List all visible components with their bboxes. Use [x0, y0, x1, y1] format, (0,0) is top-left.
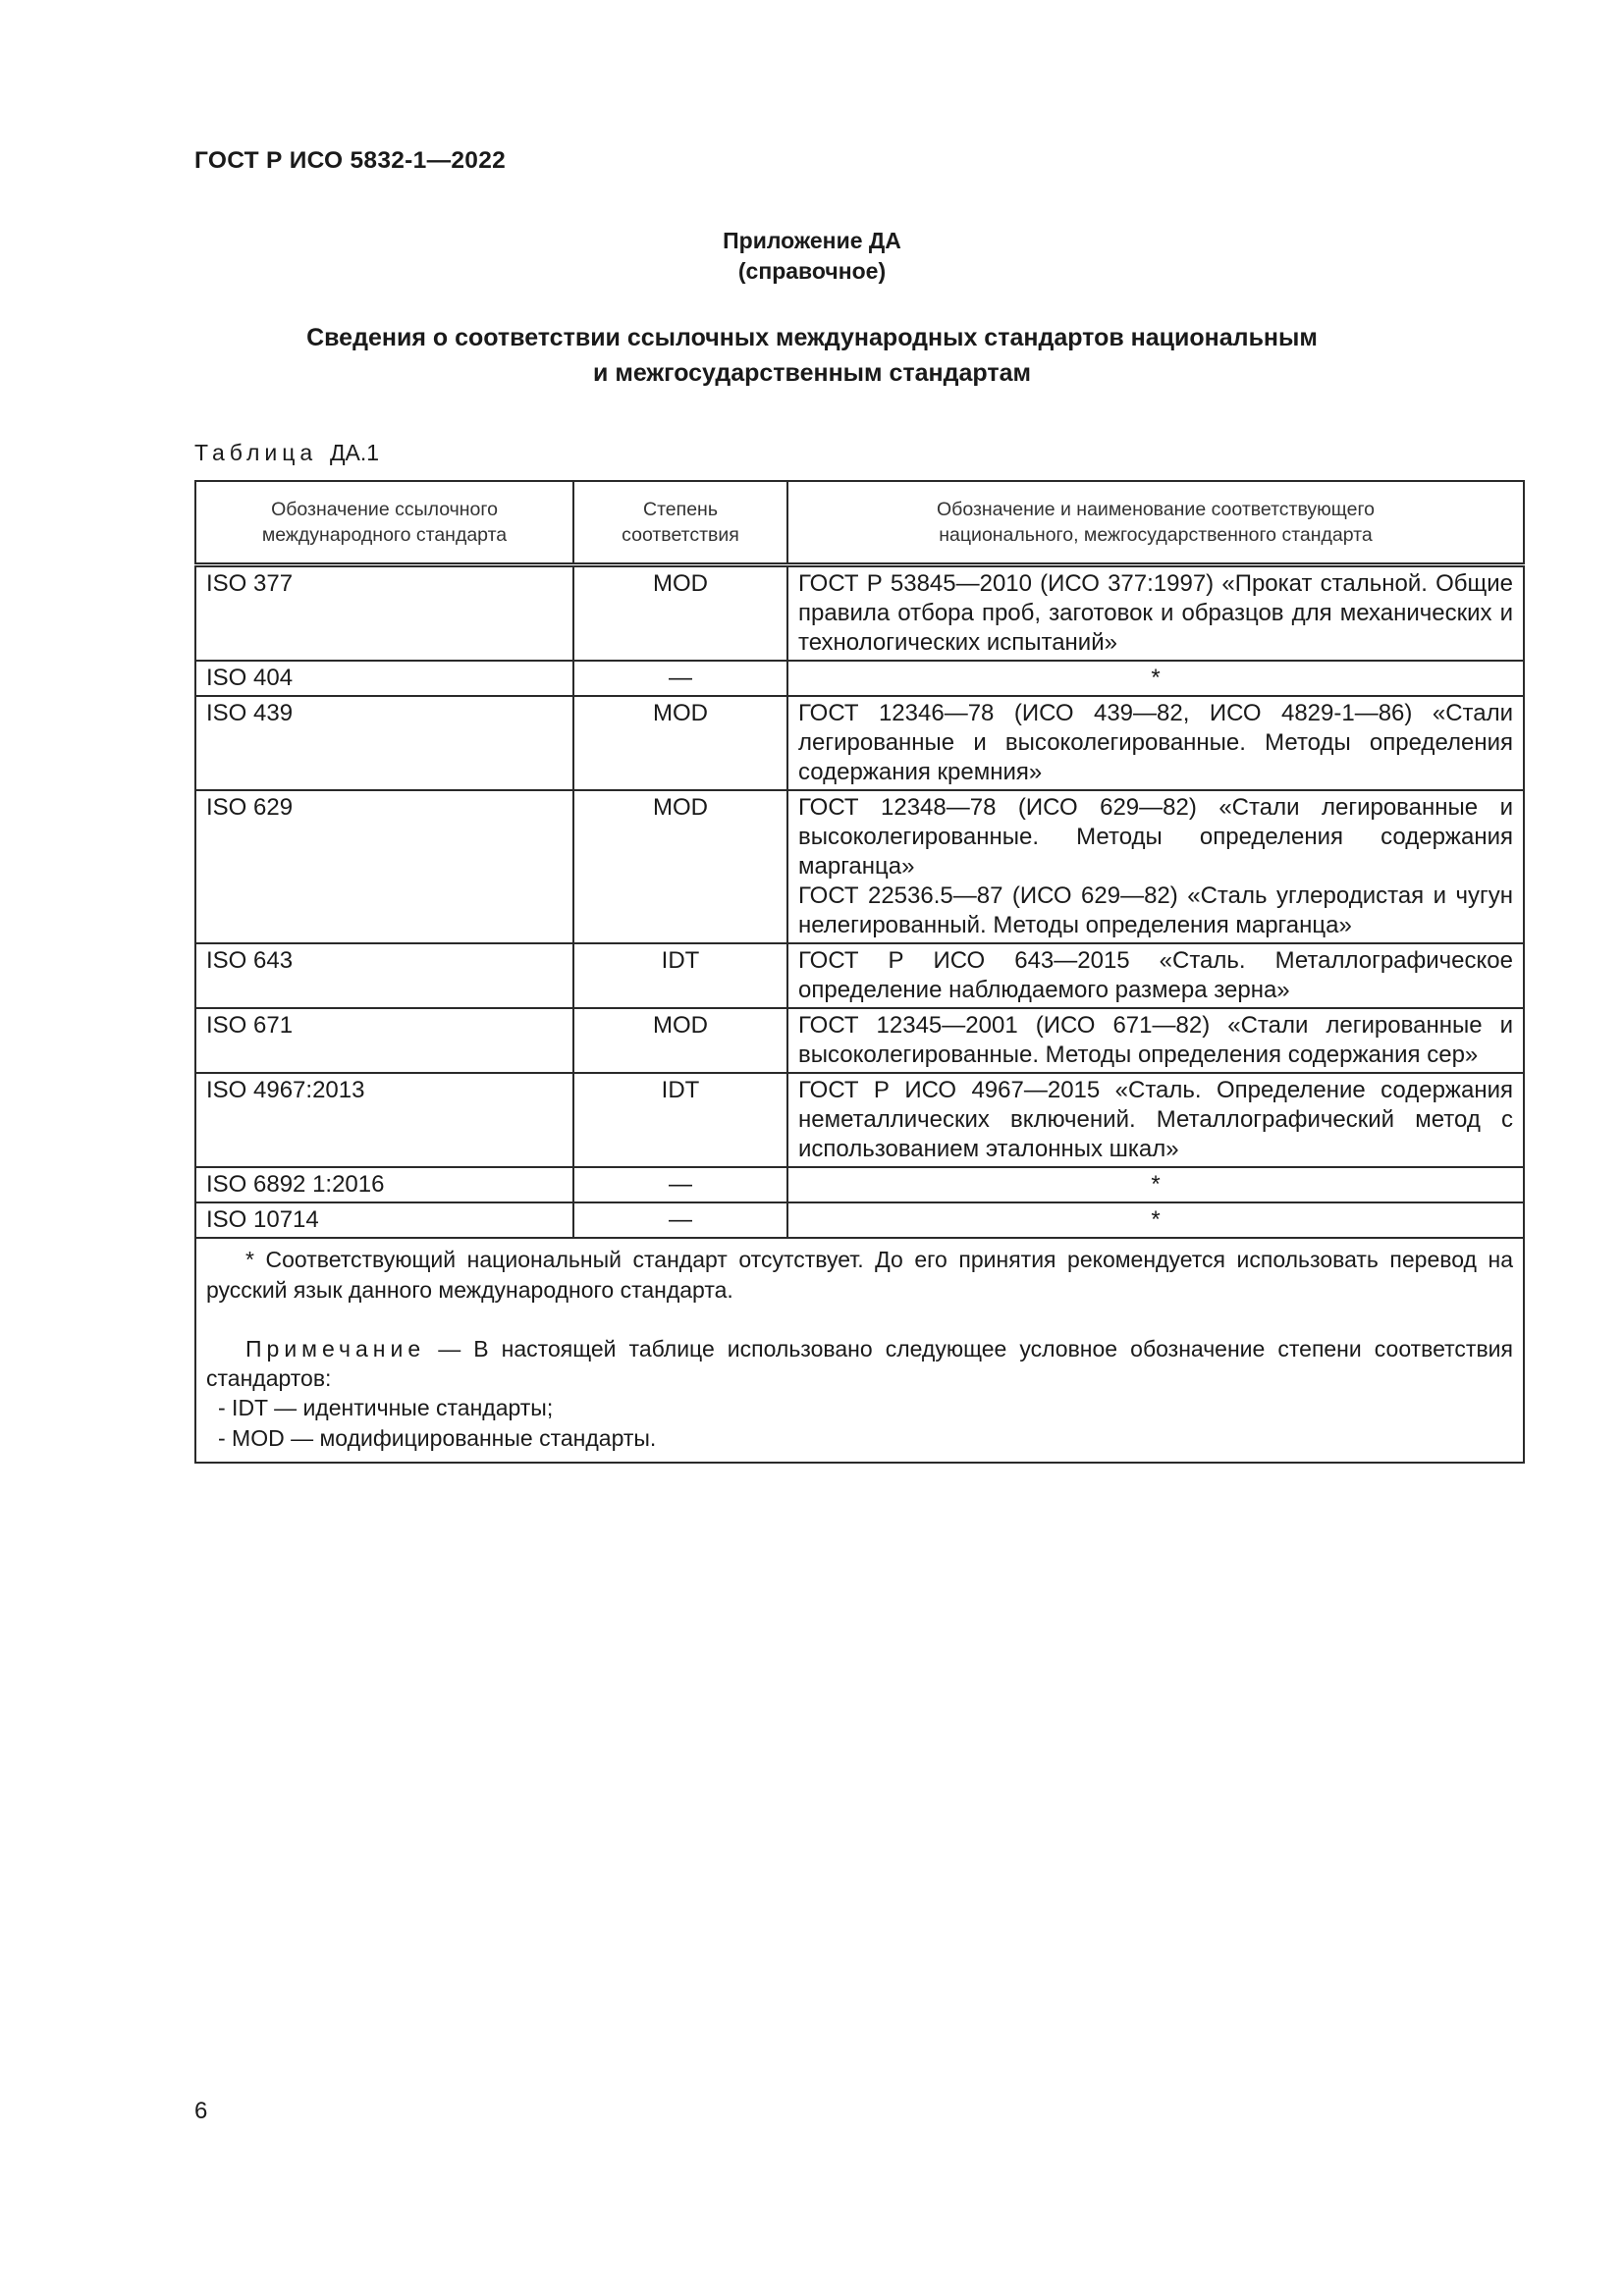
table-row: [195, 1073, 1524, 1167]
cell-reference-standard: ISO 6892 1:2016: [195, 1167, 573, 1202]
table-caption: [194, 440, 379, 466]
cell-national-standard: [787, 1073, 1524, 1167]
page-number: 6: [194, 2098, 208, 2124]
document-code: ГОСТ Р ИСО 5832-1—2022: [194, 147, 507, 174]
cell-reference-standard: ISO 629: [195, 790, 573, 943]
cell-degree: —: [573, 1202, 787, 1238]
header-line: национального, межгосударственного стандарта: [939, 524, 1373, 546]
cell-national-standard: [787, 696, 1524, 790]
cell-reference-standard: ISO 439: [195, 696, 573, 790]
standard-entry: ГОСТ 12345—2001 (ИСО 671—82) «Стали легированные и высоколегированные. Методы определения содержания сер»: [798, 1012, 1513, 1068]
standard-entry: ГОСТ 12346—78 (ИСО 439—82, ИСО 4829-1—86) «Стали легированные и высоколегированные. Методы определения содержания кремния»: [798, 700, 1513, 785]
table-row: [195, 1167, 1524, 1202]
correspondence-table: [194, 480, 1525, 1464]
cell-degree: MOD: [573, 565, 787, 662]
cell-degree: —: [573, 1167, 787, 1202]
header-national-standard: [787, 481, 1524, 565]
table-caption-word: Таблица: [194, 440, 318, 465]
note-item: - MOD — модифицированные стандарты.: [218, 1425, 657, 1451]
table-row: [195, 943, 1524, 1008]
standard-entry: *: [1151, 1171, 1161, 1198]
table-header-row: [195, 481, 1524, 565]
header-line: Степень: [643, 499, 718, 520]
annex-kind: (справочное): [737, 258, 887, 284]
cell-reference-standard: ISO 643: [195, 943, 573, 1008]
cell-reference-standard: ISO 404: [195, 661, 573, 696]
cell-national-standard: [787, 1202, 1524, 1238]
section-title-line: и межгосударственным стандартам: [593, 359, 1031, 387]
standard-entry: ГОСТ Р ИСО 4967—2015 «Сталь. Определение содержания неметаллических включений. Металлографический метод с использованием эталонных шкал»: [798, 1077, 1513, 1162]
cell-national-standard: [787, 943, 1524, 1008]
header-reference-standard: [195, 481, 573, 565]
cell-degree: IDT: [573, 1073, 787, 1167]
table-footer: [195, 1238, 1524, 1463]
standard-entry: ГОСТ Р ИСО 643—2015 «Сталь. Металлографическое определение наблюдаемого размера зерна»: [798, 947, 1513, 1003]
section-title-line: Сведения о соответствии ссылочных международных стандартов национальным: [306, 324, 1318, 351]
header-degree: [573, 481, 787, 565]
note-item: - IDT — идентичные стандарты;: [218, 1395, 554, 1420]
note-text: — В настоящей таблице использовано следующее условное обозначение степени соответствия стандартов:: [206, 1336, 1513, 1391]
section-title: [196, 320, 1428, 391]
cell-national-standard: [787, 1008, 1524, 1073]
header-line: Обозначение ссылочного: [271, 499, 498, 520]
table-caption-number: ДА.1: [329, 440, 380, 465]
standard-entry: *: [1151, 1206, 1161, 1233]
cell-national-standard: [787, 790, 1524, 943]
note-items: [206, 1393, 1513, 1456]
cell-degree: MOD: [573, 790, 787, 943]
table-row: [195, 565, 1524, 662]
table-footer-row: [195, 1238, 1524, 1463]
table-row: [195, 790, 1524, 943]
table-row: [195, 696, 1524, 790]
header-line: соответствия: [622, 524, 739, 546]
standard-entry: ГОСТ Р 53845—2010 (ИСО 377:1997) «Прокат стальной. Общие правила отбора проб, заготовок и образцов для механических и технологических испытаний»: [798, 570, 1513, 656]
note: [206, 1334, 1513, 1393]
cell-reference-standard: ISO 4967:2013: [195, 1073, 573, 1167]
annex-title: Приложение ДА: [723, 228, 901, 253]
cell-degree: MOD: [573, 696, 787, 790]
standard-entry: *: [1151, 665, 1161, 691]
cell-degree: MOD: [573, 1008, 787, 1073]
cell-national-standard: [787, 565, 1524, 662]
cell-reference-standard: ISO 671: [195, 1008, 573, 1073]
table-row: [195, 1202, 1524, 1238]
cell-national-standard: [787, 661, 1524, 696]
note-label: Примечание: [245, 1336, 426, 1362]
cell-reference-standard: ISO 10714: [195, 1202, 573, 1238]
cell-degree: IDT: [573, 943, 787, 1008]
footnote: * Соответствующий национальный стандарт отсутствует. До его принятия рекомендуется использовать перевод на русский язык данного международного стандарта.: [206, 1247, 1513, 1303]
cell-degree: —: [573, 661, 787, 696]
cell-reference-standard: ISO 377: [195, 565, 573, 662]
standard-entry: ГОСТ 12348—78 (ИСО 629—82) «Стали легированные и высоколегированные. Методы определения содержания марганца»: [798, 794, 1513, 880]
header-line: международного стандарта: [261, 524, 508, 546]
table-row: [195, 661, 1524, 696]
header-line: Обозначение и наименование соответствующего: [936, 499, 1375, 520]
table-row: [195, 1008, 1524, 1073]
standard-entry: ГОСТ 22536.5—87 (ИСО 629—82) «Сталь углеродистая и чугун нелегированный. Методы определения марганца»: [798, 882, 1513, 938]
cell-national-standard: [787, 1167, 1524, 1202]
